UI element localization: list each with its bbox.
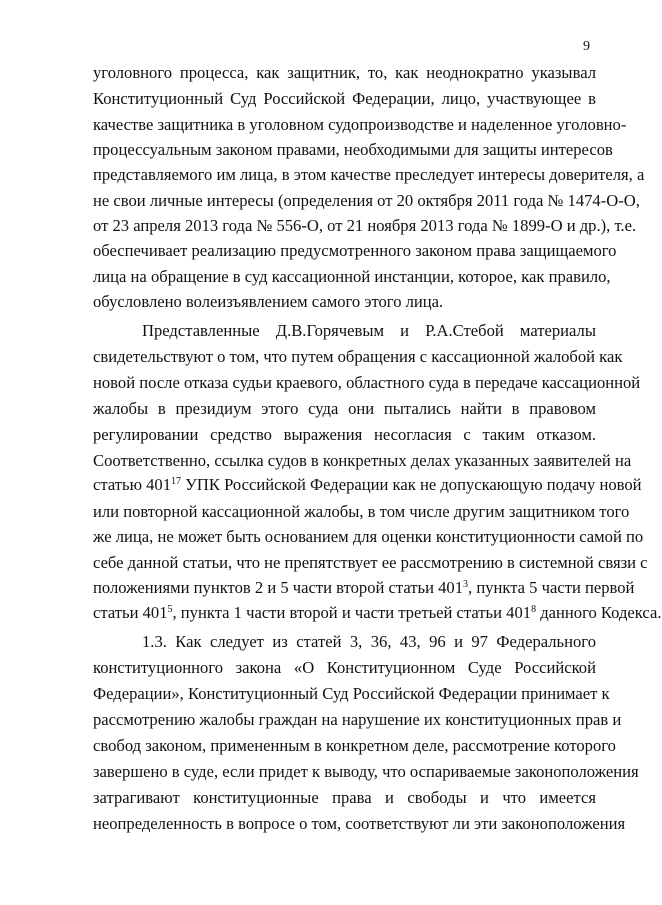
text-line: свобод законом, примененным в конкретном деле, рассмотрение которого bbox=[93, 736, 616, 755]
text-line: Соответственно, ссылка судов в конкретных делах указанных заявителей на bbox=[93, 451, 632, 470]
text-line bbox=[93, 601, 662, 625]
text-run: данного Кодекса. bbox=[536, 603, 662, 622]
text-line: представляемого им лица, в этом качестве преследует интересы доверителя, а bbox=[93, 165, 645, 184]
text-line: 1.3. Как следует из статей 3, 36, 43, 96 и 97 Федерального bbox=[142, 632, 596, 651]
superscript: 8 bbox=[531, 604, 537, 615]
text-line: конституционного закона «О Конституционном Суде Российской bbox=[93, 658, 596, 677]
text-run: , пункта 1 части второй и части третьей статьи 401 bbox=[172, 603, 532, 622]
text-line: себе данной статьи, что не препятствует ее рассмотрению в системной связи с bbox=[93, 553, 648, 572]
text-line: качестве защитника в уголовном судопроизводстве и наделенное уголовно- bbox=[93, 115, 627, 134]
superscript: 3 bbox=[463, 579, 469, 590]
text-line: уголовного процесса, как защитник, то, как неоднократно указывал bbox=[93, 63, 596, 82]
text-line: рассмотрению жалобы граждан на нарушение их конституционных прав и bbox=[93, 710, 622, 729]
text-line: обеспечивает реализацию предусмотренного законом права защищаемого bbox=[93, 241, 617, 260]
text-line: Представленные Д.В.Горячевым и Р.А.Стебой материалы bbox=[142, 321, 596, 340]
text-line: регулировании средство выражения несогласия с таким отказом. bbox=[93, 425, 596, 444]
text-line: неопределенность в вопросе о том, соответствуют ли эти законоположения bbox=[93, 814, 626, 833]
text-line: процессуальным законом правами, необходимыми для защиты интересов bbox=[93, 140, 613, 159]
text-line: лица на обращение в суд кассационной инстанции, которое, как правило, bbox=[93, 267, 611, 286]
text-line bbox=[93, 473, 642, 497]
text-line: Конституционный Суд Российской Федерации, лицо, участвующее в bbox=[93, 89, 596, 108]
text-line: же лица, не может быть основанием для оценки конституционности самой по bbox=[93, 527, 644, 546]
text-line: новой после отказа судьи краевого, областного суда в передаче кассационной bbox=[93, 373, 641, 392]
text-line: свидетельствуют о том, что путем обращения с кассационной жалобой как bbox=[93, 347, 623, 366]
superscript: 17 bbox=[171, 476, 182, 487]
text-line: жалобы в президиум этого суда они пытались найти в правовом bbox=[93, 399, 596, 418]
text-line bbox=[93, 576, 635, 600]
text-line: или повторной кассационной жалобы, в том числе другим защитником того bbox=[93, 502, 630, 521]
text-run: УПК Российской Федерации как не допускающую подачу новой bbox=[181, 475, 642, 494]
text-run: , пункта 5 части первой bbox=[468, 578, 635, 597]
text-line: Федерации», Конституционный Суд Российской Федерации принимает к bbox=[93, 684, 610, 703]
text-line: завершено в суде, если придет к выводу, что оспариваемые законоположения bbox=[93, 762, 639, 781]
superscript: 5 bbox=[167, 604, 173, 615]
page-number: 9 bbox=[583, 39, 590, 54]
text-run: положениями пунктов 2 и 5 части второй статьи 401 bbox=[93, 578, 464, 597]
text-line: обусловлено волеизъявлением самого этого лица. bbox=[93, 292, 444, 311]
text-run: статьи 401 bbox=[93, 603, 168, 622]
text-run: статью 401 bbox=[93, 475, 172, 494]
text-line: затрагивают конституционные права и свободы и что имеется bbox=[93, 788, 596, 807]
text-line: не свои личные интересы (определения от 20 октября 2011 года № 1474-О-О, bbox=[93, 191, 640, 210]
text-line: от 23 апреля 2013 года № 556-О, от 21 ноября 2013 года № 1899-О и др.), т.е. bbox=[93, 216, 637, 235]
